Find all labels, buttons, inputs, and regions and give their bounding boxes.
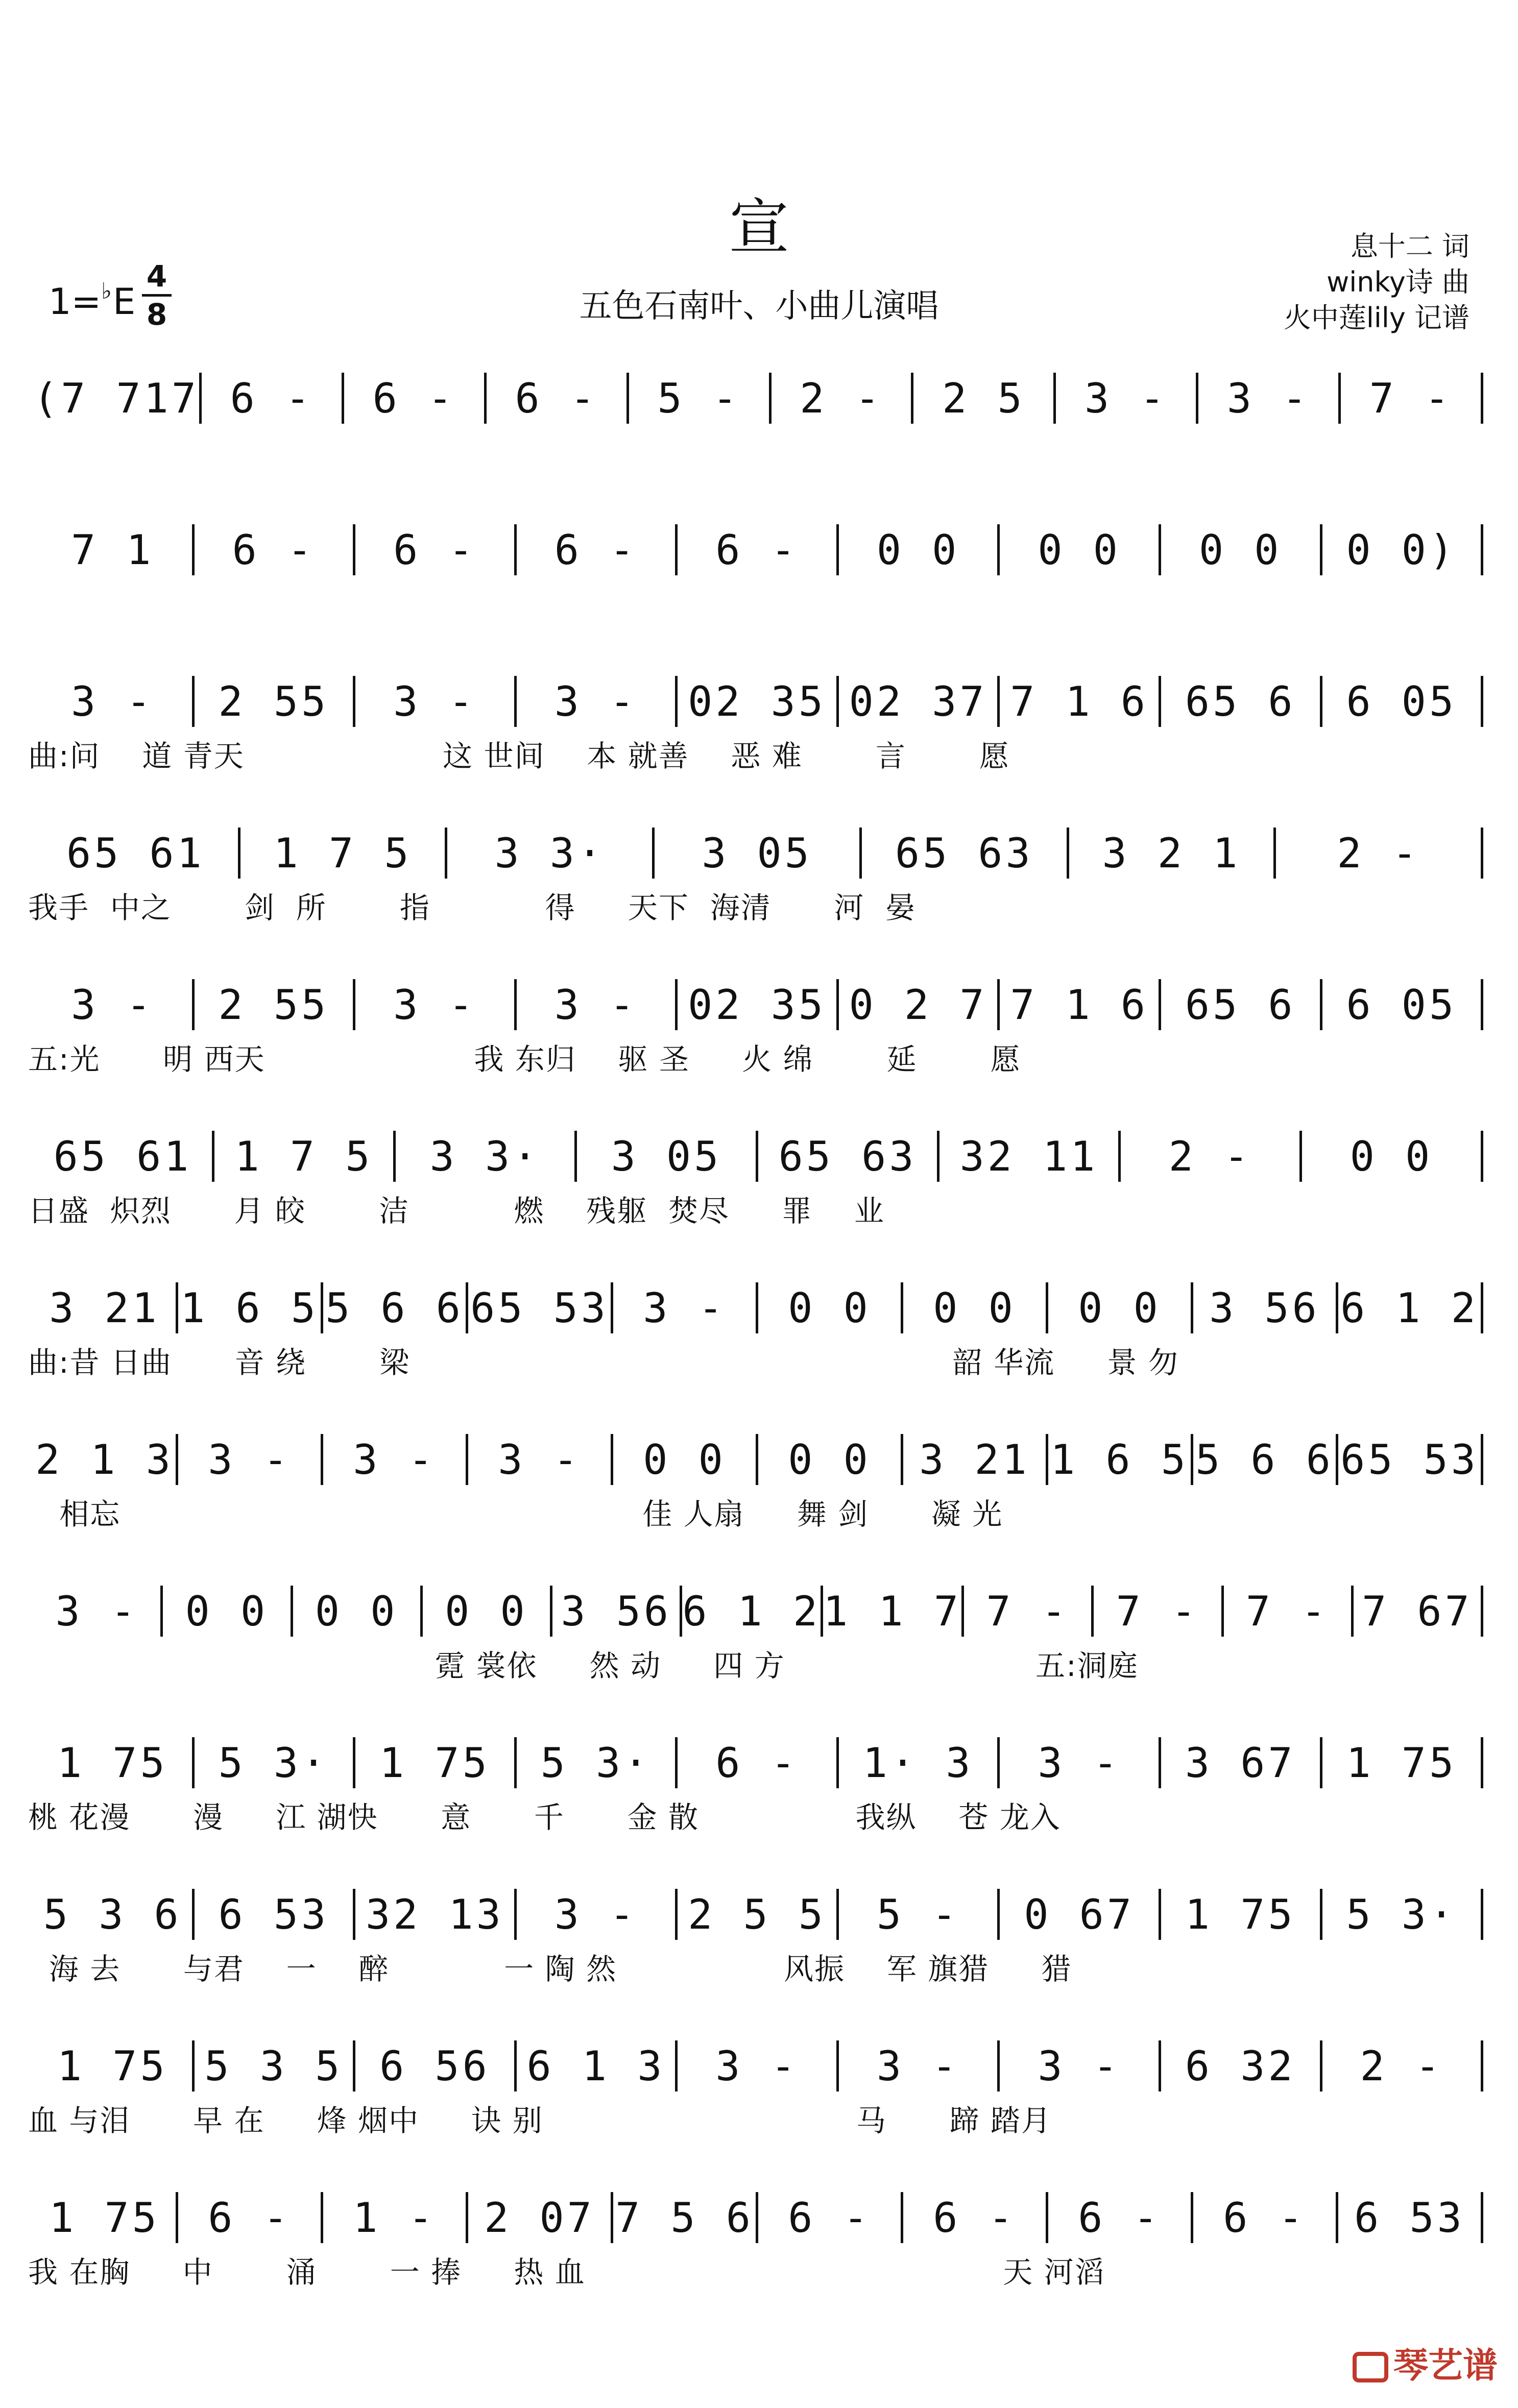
lyric-line: 桃 花漫 漫 江 湖快 意 千 金 散 我纵 苍 龙入 — [28, 1800, 1061, 1835]
notation-row — [33, 2040, 1483, 2091]
measure: 65 61 — [53, 1132, 192, 1180]
measure: 6 - — [232, 526, 316, 574]
measure: 3 - — [715, 2042, 799, 2090]
measure: 3 05 — [702, 829, 812, 877]
measure: 32 13 — [365, 1890, 504, 1938]
notation-row — [33, 1889, 1483, 1940]
measure: 3 - — [55, 1587, 138, 1635]
time-signature-bottom: 8 — [146, 297, 167, 332]
measure: 3 56 — [1209, 1284, 1320, 1332]
measure: 6 53 — [218, 1890, 329, 1938]
barline — [1481, 676, 1483, 727]
measure: 3 - — [498, 1436, 581, 1483]
measure: 6 53 — [1354, 2194, 1465, 2242]
measure: 6 - — [515, 374, 598, 422]
measure: 3 2 1 — [1102, 829, 1241, 877]
measure: 0 0 — [788, 1436, 871, 1483]
credit-composer: winky诗 曲 — [1327, 266, 1469, 298]
barline — [1481, 1282, 1483, 1333]
measure: 02 37 — [849, 677, 987, 725]
measure: 6 32 — [1185, 2042, 1296, 2090]
measure: 7 1 6 — [1010, 981, 1149, 1029]
measure: 6 - — [230, 374, 314, 422]
barline — [1481, 1586, 1483, 1637]
lyric-line: 曲:问 道 青天 这 世间 本 就善 恶 难 言 愿 — [28, 739, 1010, 773]
measure: 3 - — [1038, 1739, 1121, 1787]
measure: 1 1 7 — [823, 1587, 961, 1635]
key-note: E — [112, 281, 136, 323]
measure: 7 - — [986, 1587, 1069, 1635]
measure: 0 0 — [1350, 1132, 1433, 1180]
page-title: 宣 — [729, 192, 789, 262]
lyric-line: 日盛 炽烈 月 皎 洁 燃 残躯 焚尽 罪 业 — [28, 1194, 885, 1228]
measure: 5 - — [876, 1890, 960, 1938]
measure: 2 1 3 — [35, 1436, 174, 1483]
measure: 6 - — [933, 2194, 1016, 2242]
measure: 1 75 — [57, 2042, 168, 2090]
measure: 5 3· — [540, 1739, 652, 1787]
measure: 2 07 — [484, 2194, 595, 2242]
measure: 1· 3 — [862, 1739, 974, 1787]
measure: 0 0 — [315, 1587, 398, 1635]
measure: 5 6 6 — [325, 1284, 464, 1332]
notation-row — [33, 373, 1483, 424]
measure: 3 - — [1085, 374, 1168, 422]
watermark-text: 琴艺谱 — [1393, 2346, 1498, 2386]
measure: 1 75 — [1185, 1890, 1296, 1938]
measure: 7 - — [1116, 1587, 1199, 1635]
measure: (7 717 — [33, 374, 199, 422]
measure: 6 1 2 — [1340, 1284, 1479, 1332]
measure: 6 - — [715, 526, 799, 574]
measure: 2 5 — [942, 374, 1025, 422]
measure: 1 75 — [379, 1739, 490, 1787]
measure: 3 - — [71, 981, 154, 1029]
measure: 0 0 — [788, 1284, 871, 1332]
measure: 3 - — [1038, 2042, 1121, 2090]
measure: 6 - — [554, 526, 638, 574]
measure: 3 21 — [919, 1436, 1030, 1483]
measure: 3 - — [393, 981, 476, 1029]
measure: 3 05 — [611, 1132, 722, 1180]
measure: 2 - — [1168, 1132, 1252, 1180]
lyric-line: 血 与泪 早 在 烽 烟中 诀 别 马 蹄 踏月 — [28, 2103, 1052, 2138]
measure: 7 1 — [71, 526, 154, 574]
measure: 65 63 — [778, 1132, 917, 1180]
credits — [1284, 229, 1469, 336]
lyric-line: 我手 中之 剑 所 指 得 天下 海清 河 晏 — [28, 890, 917, 925]
measure: 3 3· — [494, 829, 606, 877]
barline — [1481, 2040, 1483, 2091]
measure: 3 21 — [49, 1284, 160, 1332]
credit-lyricist: 息十二 词 — [1350, 230, 1469, 262]
measure: 5 - — [657, 374, 740, 422]
measure: 3 - — [393, 677, 476, 725]
barline — [1481, 1889, 1483, 1940]
measure: 3 - — [554, 677, 638, 725]
measure: 6 - — [372, 374, 456, 422]
measure: 6 1 3 — [526, 2042, 665, 2090]
measure: 6 05 — [1346, 677, 1457, 725]
measure: 5 3· — [218, 1739, 329, 1787]
measure: 3 56 — [561, 1587, 672, 1635]
measure: 0 0 — [445, 1587, 528, 1635]
measure: 3 - — [554, 1890, 638, 1938]
measure: 65 63 — [895, 829, 1033, 877]
barline — [1481, 979, 1483, 1030]
notation-row — [33, 1434, 1483, 1485]
measure: 6 - — [788, 2194, 871, 2242]
measure: 6 56 — [379, 2042, 490, 2090]
measure: 1 - — [353, 2194, 436, 2242]
time-signature-top: 4 — [146, 259, 167, 294]
measure: 0 0 — [1198, 526, 1282, 574]
measure: 65 61 — [66, 829, 205, 877]
measure: 02 35 — [688, 981, 826, 1029]
logo-icon — [1353, 2352, 1388, 2382]
notation-row — [33, 2192, 1483, 2243]
measure: 65 6 — [1185, 981, 1296, 1029]
measure: 1 7 5 — [234, 1132, 373, 1180]
measure: 0 0 — [933, 1284, 1016, 1332]
measure: 7 5 6 — [615, 2194, 754, 2242]
measure: 2 - — [1337, 829, 1420, 877]
lyric-line: 相忘 佳 人扇 舞 剑 凝 光 — [28, 1497, 1003, 1531]
measure: 3 - — [71, 677, 154, 725]
measure: 1 75 — [57, 1739, 168, 1787]
measure: 5 3 5 — [204, 2042, 343, 2090]
measure: 3 - — [643, 1284, 726, 1332]
measure: 6 - — [1078, 2194, 1161, 2242]
notation-row — [33, 1737, 1483, 1788]
measure: 5 6 6 — [1195, 1436, 1334, 1483]
notation-row — [33, 828, 1483, 879]
measure: 0 0 — [185, 1587, 269, 1635]
barline — [1481, 373, 1483, 424]
measure: 1 75 — [1346, 1739, 1457, 1787]
measure: 1 7 5 — [273, 829, 412, 877]
measure: 6 05 — [1346, 981, 1457, 1029]
barline — [1481, 1434, 1483, 1485]
measure: 3 67 — [1185, 1739, 1296, 1787]
measure: 0 0 — [1078, 1284, 1161, 1332]
measure: 6 1 2 — [682, 1587, 821, 1635]
lyric-line: 海 去 与君 一 醉 一 陶 然 风振 军 旗猎 猎 — [28, 1952, 1072, 1986]
watermark — [1353, 2338, 1498, 2388]
barline — [1481, 2192, 1483, 2243]
barline — [1481, 524, 1483, 575]
measure: 02 35 — [688, 677, 826, 725]
measure: 3 - — [554, 981, 638, 1029]
measure: 65 53 — [470, 1284, 609, 1332]
measure: 32 11 — [959, 1132, 1098, 1180]
measure: 7 67 — [1362, 1587, 1473, 1635]
measure: 7 - — [1369, 374, 1453, 422]
barline — [1481, 1737, 1483, 1788]
measure: 1 75 — [49, 2194, 160, 2242]
flat-icon: ♭ — [101, 278, 112, 304]
measure: 6 - — [393, 526, 476, 574]
measure: 2 55 — [218, 981, 329, 1029]
notation-row — [33, 524, 1483, 575]
measure: 0 0 — [1038, 526, 1121, 574]
measure: 0 0 — [643, 1436, 726, 1483]
measure: 2 55 — [218, 677, 329, 725]
key-prefix: 1= — [49, 281, 102, 323]
singers-line: 五色石南叶、小曲儿演唱 — [579, 287, 939, 325]
credit-transcriber: 火中莲lily 记谱 — [1283, 302, 1469, 334]
measure: 0 2 7 — [849, 981, 987, 1029]
measure: 1 6 5 — [180, 1284, 319, 1332]
measure: 3 - — [1226, 374, 1310, 422]
measure: 7 1 6 — [1010, 677, 1149, 725]
measure: 3 3· — [429, 1132, 541, 1180]
measure: 3 - — [876, 2042, 960, 2090]
measure: 5 3· — [1346, 1890, 1457, 1938]
measure: 6 - — [715, 1739, 799, 1787]
measure: 7 - — [1245, 1587, 1329, 1635]
notation-row — [33, 1586, 1483, 1637]
lyric-line: 曲:昔 日曲 音 绕 梁 韶 华流 景 勿 — [28, 1345, 1179, 1380]
notation-row — [33, 1282, 1483, 1333]
measure: 2 5 5 — [688, 1890, 826, 1938]
lyric-line: 霓 裳依 然 动 四 方 五:洞庭 — [28, 1648, 1139, 1683]
measure: 6 - — [1223, 2194, 1306, 2242]
notation-row — [33, 979, 1483, 1030]
notation-row — [33, 1131, 1483, 1182]
barline — [1481, 828, 1483, 879]
measure: 0 0) — [1346, 526, 1457, 574]
measure: 65 53 — [1340, 1436, 1479, 1483]
measure: 65 6 — [1185, 677, 1296, 725]
barline — [1481, 1131, 1483, 1182]
measure: 3 - — [208, 1436, 291, 1483]
measure: 5 3 6 — [43, 1890, 182, 1938]
measure: 6 - — [208, 2194, 291, 2242]
measure: 0 67 — [1024, 1890, 1135, 1938]
notation-row — [33, 676, 1483, 727]
measure: 0 0 — [876, 526, 960, 574]
measure: 1 6 5 — [1050, 1436, 1189, 1483]
lyric-line: 我 在胸 中 涌 一 捧 热 血 天 河滔 — [28, 2255, 1105, 2290]
measure: 2 - — [800, 374, 883, 422]
measure: 2 - — [1360, 2042, 1443, 2090]
measure: 3 - — [353, 1436, 436, 1483]
lyric-line: 五:光 明 西天 我 东归 驱 圣 火 绵 延 愿 — [28, 1042, 1021, 1077]
